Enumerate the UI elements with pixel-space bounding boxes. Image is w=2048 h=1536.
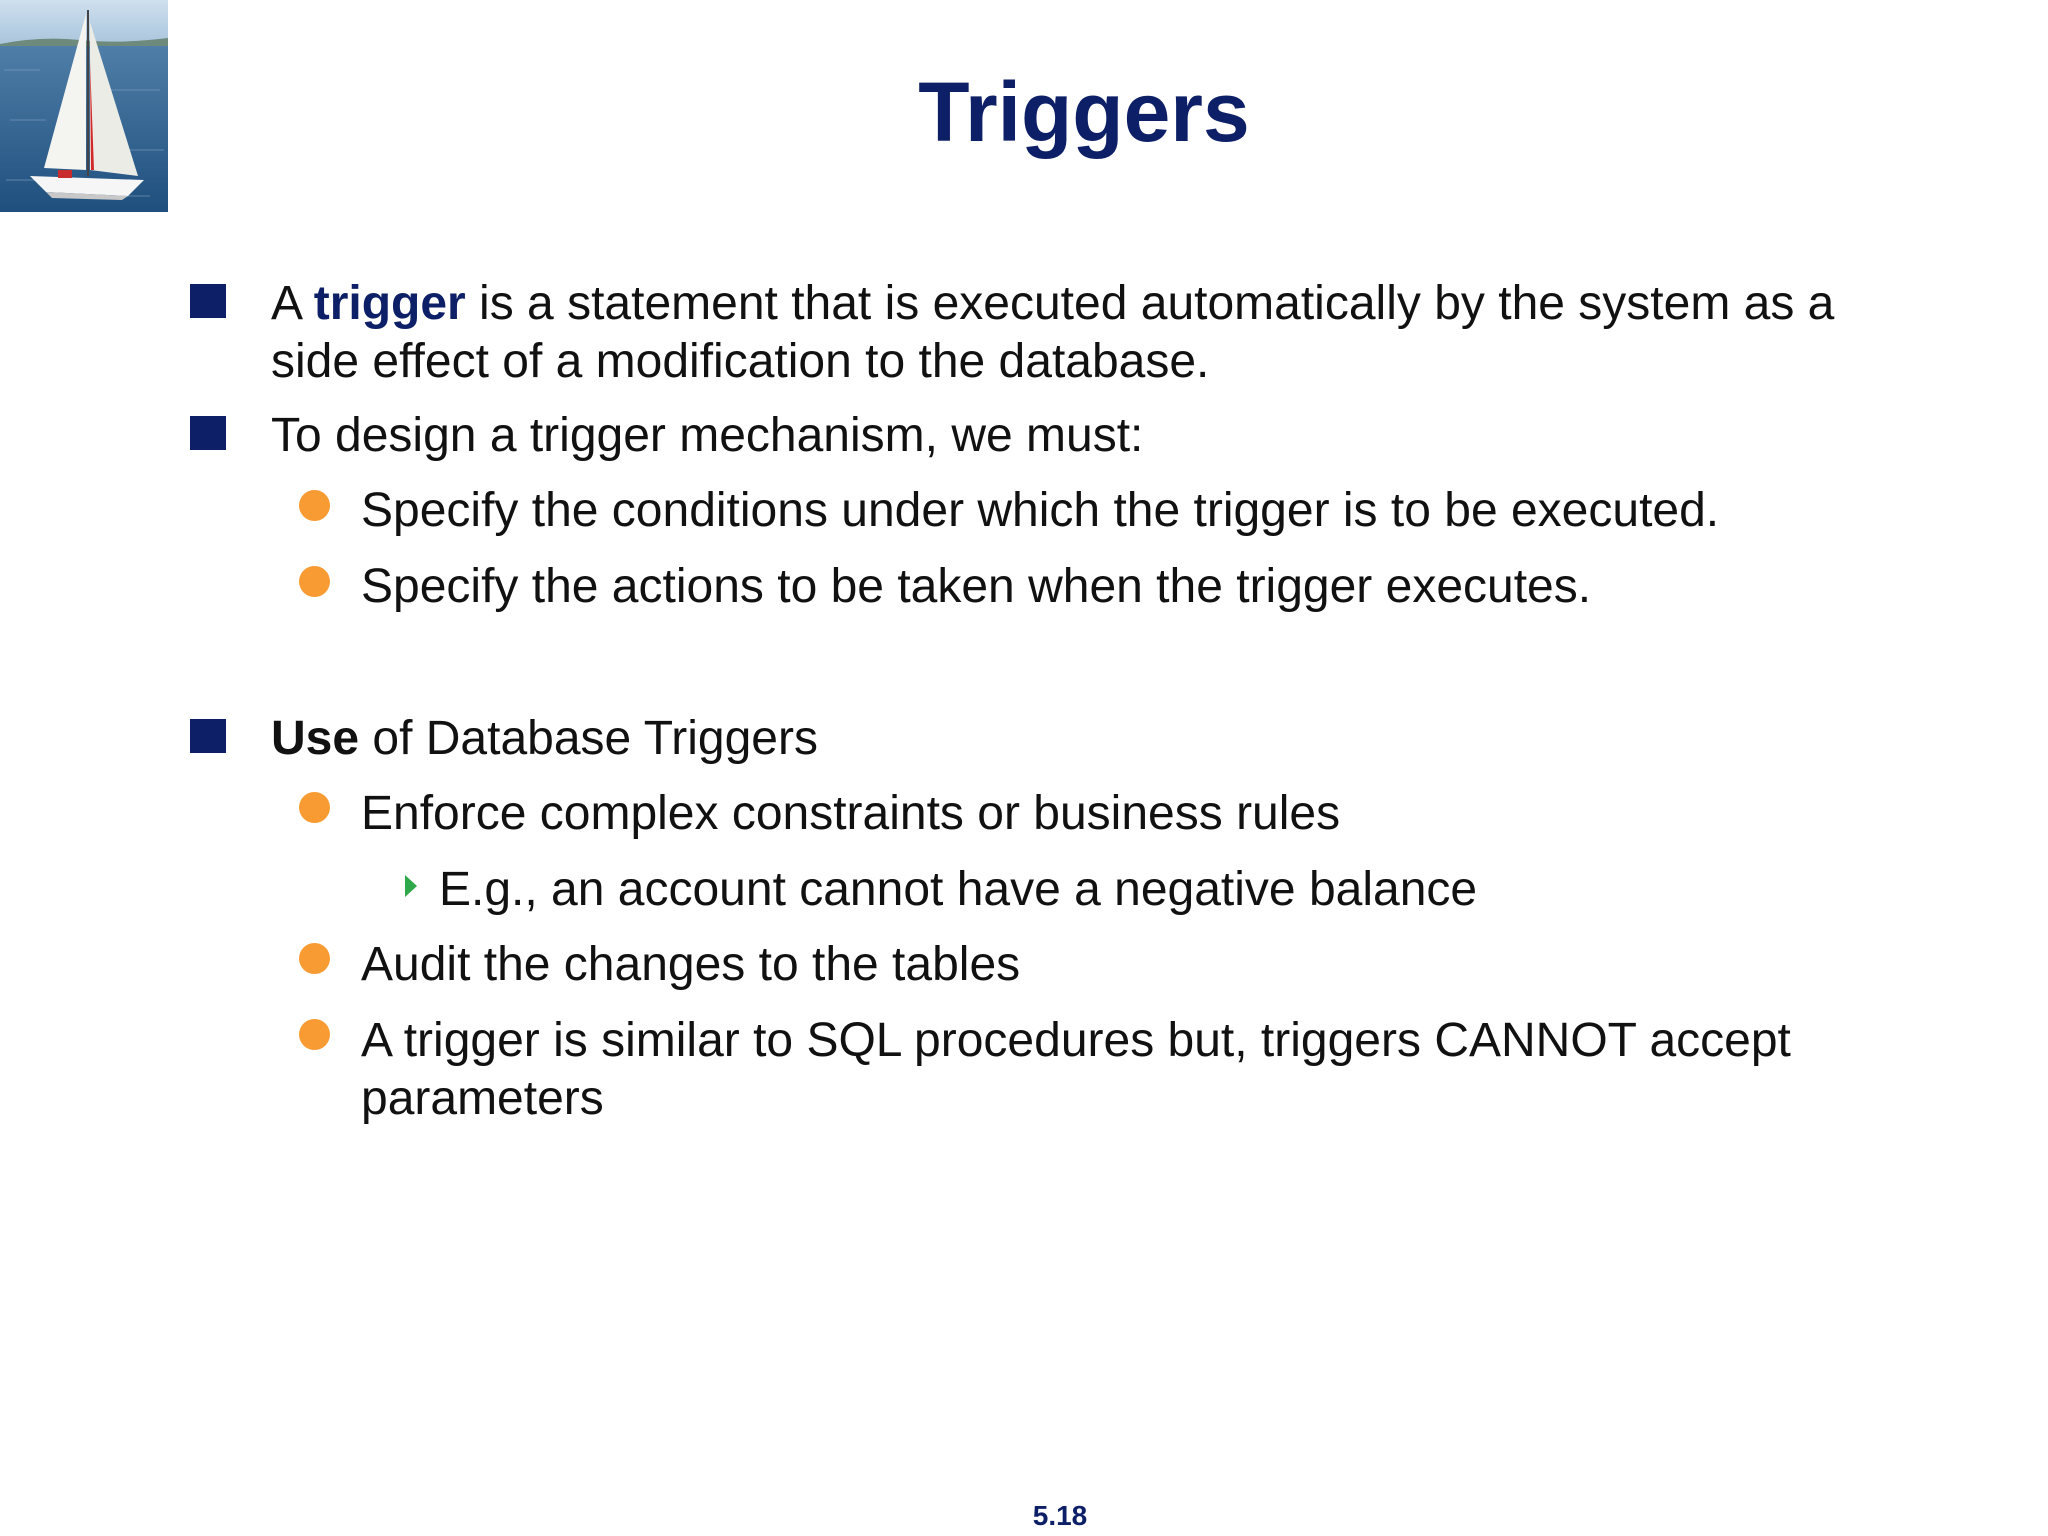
bullet-design-mechanism: To design a trigger mechanism, we must: (271, 409, 1144, 462)
bullet-text-prefix: A (271, 277, 314, 330)
square-bullet-icon (190, 416, 226, 450)
sub-bullet-sql-procedures-line2: parameters (361, 1072, 604, 1125)
sub-bullet-conditions: Specify the conditions under which the trigger is to be executed. (361, 484, 1720, 537)
keyword-trigger: trigger (313, 277, 466, 330)
round-bullet-icon (299, 792, 330, 823)
page-number: 5.18 (1032, 1500, 1088, 1531)
round-bullet-icon (299, 566, 330, 597)
keyword-use: Use (271, 712, 360, 765)
round-bullet-icon (299, 490, 330, 521)
round-bullet-icon (299, 943, 330, 974)
round-bullet-icon (299, 1019, 330, 1050)
sub-sub-bullet-example: E.g., an account cannot have a negative balance (439, 863, 1478, 916)
bullet-text-line1: is a statement that is executed automatically by the system as a (465, 277, 1835, 330)
bullet-text-rest: of Database Triggers (359, 712, 818, 765)
triangle-bullet-icon (405, 875, 417, 897)
sub-bullet-enforce-constraints: Enforce complex constraints or business rules (361, 787, 1341, 840)
bullet-trigger-definition-line2: side effect of a modification to the database. (271, 335, 1210, 388)
slide-title: Triggers (918, 65, 1250, 159)
sub-bullet-sql-procedures: A trigger is similar to SQL procedures but, triggers CANNOT accept (361, 1014, 1791, 1067)
square-bullet-icon (190, 284, 226, 318)
bullet-use-of-triggers (271, 710, 818, 768)
sub-bullet-actions: Specify the actions to be taken when the trigger executes. (361, 560, 1592, 613)
square-bullet-icon (190, 719, 226, 753)
bullet-trigger-definition (271, 275, 1834, 333)
sub-bullet-audit-changes: Audit the changes to the tables (361, 938, 1021, 991)
